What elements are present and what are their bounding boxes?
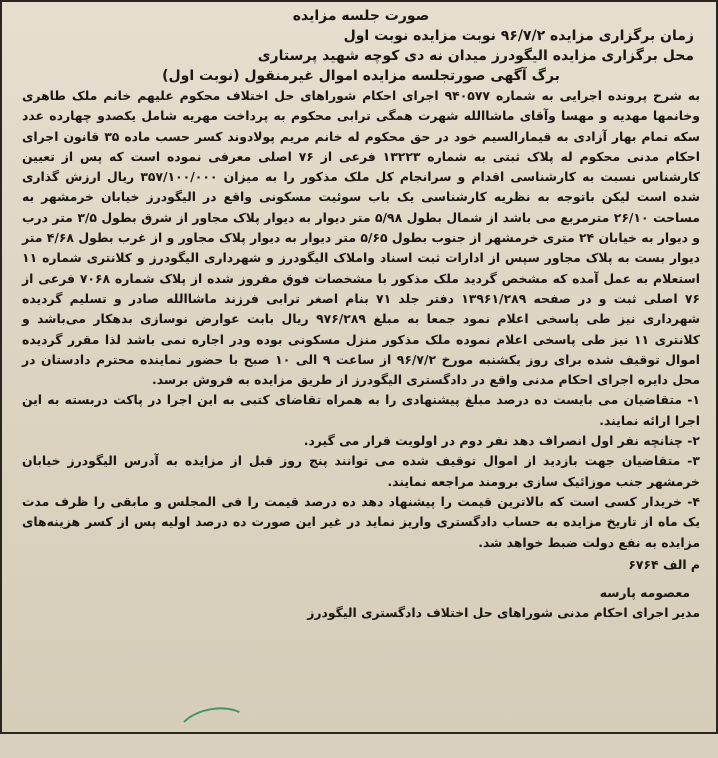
- condition-item: ۲- چنانچه نفر اول انصراف دهد نفر دوم در اولویت قرار می گیرد.: [303, 433, 700, 449]
- auction-time-line: زمان برگزاری مزایده ۹۶/۷/۲ نوبت مزایده نوبت اول: [343, 28, 694, 44]
- condition-item: ۳- متقاضیان جهت بازدید از اموال توقیف شده می توانند پنج روز قبل از مزایده به آدرس الیگودرز خیابان خرمشهر جنب موزائیک سازی برومند مراجعه نمایند.: [22, 453, 700, 489]
- announcement: [22, 6, 700, 726]
- conditions-list: [22, 390, 700, 552]
- auction-place-line: محل برگزاری مزایده الیگودرز میدان نه دی کوچه شهید پرستاری: [257, 48, 694, 64]
- reference-number: م الف ۶۷۶۴: [628, 556, 700, 572]
- signatory-name: معصومه پارسه: [599, 584, 690, 600]
- condition-item: ۴- خریدار کسی است که بالاترین قیمت را پیشنهاد دهد ده درصد قیمت را فی المجلس و مابقی را ظرف مدت یک ماه از تاریخ مزایده به حساب دادگستری واریز نماید در غیر این صورت ده درصد اولیه پس از کسر هزینه‌های مزایده به نفع دولت ضبط خواهد شد.: [22, 493, 700, 550]
- announcement-body: به شرح پرونده اجرایی به شماره ۹۴۰۵۷۷ اجرای احکام شوراهای حل اختلاف محکوم علیهم خانم ملک طاهری وخانمها مهدیه و مهسا وآقای ماشاالله شهرت همگی ترابی محکوم به پرداخت مهریه شامل یکصدو چهارده عدد سکه تمام بهار آزادی به قیمارالسیم خود در حق محکوم له خانم مریم پولادوند کسر حسب ماده ۳۵ قانون اجرای احکام مدنی محکوم له پلاک ثبتی به شماره ۱۳۲۲۳ فرعی از ۷۶ اصلی معرفی نموده است که پس از تعیین کارشناس نسبت به کارشناسی اقدام و سرانجام کل ملک مذکور را به میزان ۳۵۷/۱۰۰/۰۰۰ ریال ارزش گذاری شده است لیکن باتوجه به نظریه کارشناسی یک باب سوئیت مسکونی واقع در الیگودرز خیابان خرمشهر به مساحت ۲۶/۱۰ مترمربع می باشد از شمال بطول ۵/۹۸ متر دیوار به دیوار پلاک مجاور از شرق بطول ۳/۵ متر درب و دیوار به خیابان ۲۴ متری خرمشهر از جنوب بطول ۵/۶۵ متر دیوار به دیوار پلاک مجاور و از غرب بطول ۴/۶۸ متر دیوار بست به پلاک مجاور سپس از ادارات ثبت اسناد واملاک الیگودرز و شهرداری الیگودرز و کلانتری شماره ۱۱ استعلام به عمل آمده که مشخص گردید ملک مذکور با مشخصات فوق مفروز شده از پلاک شماره ۷۰۶۸ فرعی از ۷۶ اصلی ثبت و در صفحه ۱۳۹۶۱/۲۸۹ دفتر جلد ۷۱ بنام اصغر ترابی فرزند ماشاالله صادر و تسلیم گردیده شهرداری نیز طی پاسخی اعلام نمود جمعا به مبلغ ۹۷۶/۲۸۹ ریال بابت عوارض نوسازی بدهکار می‌باشد و کلانتری ۱۱ نیز طی پاسخی اعلام نموده ملک مذکور منزل مسکونی بوده ودر اجاره نمی باشد لذا مقرر گردیده اموال توقیف شده برای روز یکشنبه مورخ ۹۶/۷/۲ از ساعت ۹ الی ۱۰ صبح با حضور نماینده محترم دادستان در محل دایره اجرای احکام مدنی واقع در دادگستری الیگودرز از طریق مزایده به فروش برسد.: [22, 88, 701, 388]
- condition-item: ۱- متقاضیان می بایست ده درصد مبلغ پیشنهادی را به همراه تقاضای کتبی به این اجرا در پاکت دربسته به این اجرا ارائه نمایند.: [22, 392, 700, 428]
- document-title: صورت جلسه مزایده: [292, 8, 430, 24]
- document-subtitle: برگ آگهی صورتجلسه مزایده اموال غیرمنقول (نوبت اول): [162, 68, 560, 84]
- signatory-title: مدیر اجرای احکام مدنی شوراهای حل اختلاف دادگستری الیگودرز: [307, 604, 700, 620]
